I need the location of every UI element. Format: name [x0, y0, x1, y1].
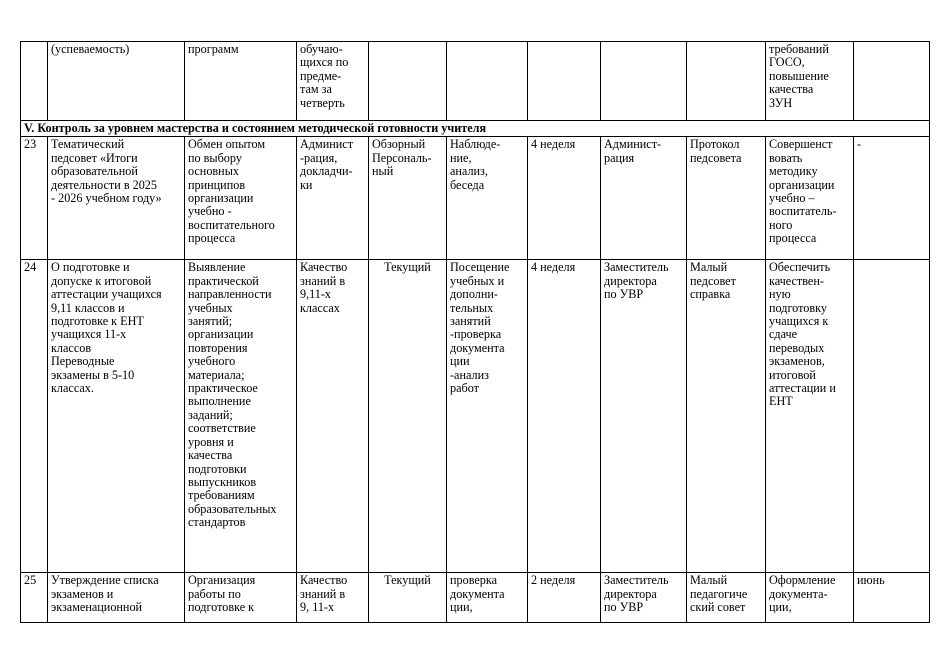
control-method-cell: Наблюде- ние, анализ, беседа: [447, 137, 528, 260]
row-number-cell: [21, 42, 48, 121]
row-number-cell: 24: [21, 260, 48, 573]
section-header-row: [21, 121, 930, 137]
responsible-cell: Заместитель директора по УВР: [601, 573, 687, 623]
control-name-cell: О подготовке и допуске к итоговой аттестации учащихся 9,11 классов и подготовке к ЕНТ учащихся 11-х классов Переводные экзамены в 5-10 классах.: [48, 260, 185, 573]
summary-cell: Протокол педсовета: [687, 137, 766, 260]
control-type-cell: [369, 42, 447, 121]
control-name-cell: Утверждение списка экзаменов и экзаменационной: [48, 573, 185, 623]
repeat-control-cell: [854, 260, 930, 573]
control-term-cell: 2 неделя: [528, 573, 601, 623]
repeat-control-cell: -: [854, 137, 930, 260]
control-object-cell: Качество знаний в 9,11-х классах: [297, 260, 369, 573]
control-goal-cell: Организация работы по подготовке к: [185, 573, 297, 623]
section-title: V. Контроль за уровнем мастерства и состоянием методической готовности учителя: [21, 121, 930, 137]
summary-cell: Малый педагогиче ский совет: [687, 573, 766, 623]
control-type-cell: Текущий: [369, 573, 447, 623]
control-name-cell: Тематический педсовет «Итоги образовательной деятельности в 2025 - 2026 учебном году»: [48, 137, 185, 260]
control-name-cell: (успеваемость): [48, 42, 185, 121]
control-goal-cell: Обмен опытом по выбору основных принципов организации учебно - воспитательного процесса: [185, 137, 297, 260]
table-row: [21, 42, 930, 121]
repeat-control-cell: [854, 42, 930, 121]
control-object-cell: Админист -рация, докладчи- ки: [297, 137, 369, 260]
repeat-control-cell: июнь: [854, 573, 930, 623]
table-row: [21, 573, 930, 623]
control-method-cell: [447, 42, 528, 121]
control-goal-cell: программ: [185, 42, 297, 121]
responsible-cell: [601, 42, 687, 121]
table-row: [21, 137, 930, 260]
summary-cell: Малый педсовет справка: [687, 260, 766, 573]
decision-cell: Оформление документа- ции,: [766, 573, 854, 623]
control-term-cell: 4 неделя: [528, 137, 601, 260]
control-goal-cell: Выявление практической направленности учебных занятий; организации повторения учебного материала; практическое выполнение заданий; соответствие уровня и качества подготовки выпускников требованиям образовательных стандартов: [185, 260, 297, 573]
decision-cell: Обеспечить качествен- ную подготовку учащихся к сдаче переводых экзаменов, итоговой аттестации и ЕНТ: [766, 260, 854, 573]
responsible-cell: Админист- рация: [601, 137, 687, 260]
control-method-cell: проверка документа ции,: [447, 573, 528, 623]
summary-cell: [687, 42, 766, 121]
row-number-cell: 25: [21, 573, 48, 623]
control-type-cell: Текущий: [369, 260, 447, 573]
decision-cell: требований ГОСО, повышение качества ЗУН: [766, 42, 854, 121]
row-number-cell: 23: [21, 137, 48, 260]
control-object-cell: обучаю- щихся по предме- там за четверть: [297, 42, 369, 121]
responsible-cell: Заместитель директора по УВР: [601, 260, 687, 573]
control-type-cell: Обзорный Персональ- ный: [369, 137, 447, 260]
control-method-cell: Посещение учебных и дополни- тельных занятий -проверка документа ции -анализ работ: [447, 260, 528, 573]
control-term-cell: [528, 42, 601, 121]
decision-cell: Совершенст вовать методику организации учебно – воспитатель- ного процесса: [766, 137, 854, 260]
control-term-cell: 4 неделя: [528, 260, 601, 573]
control-plan-table: [20, 41, 930, 623]
table-row: [21, 260, 930, 573]
control-object-cell: Качество знаний в 9, 11-х: [297, 573, 369, 623]
